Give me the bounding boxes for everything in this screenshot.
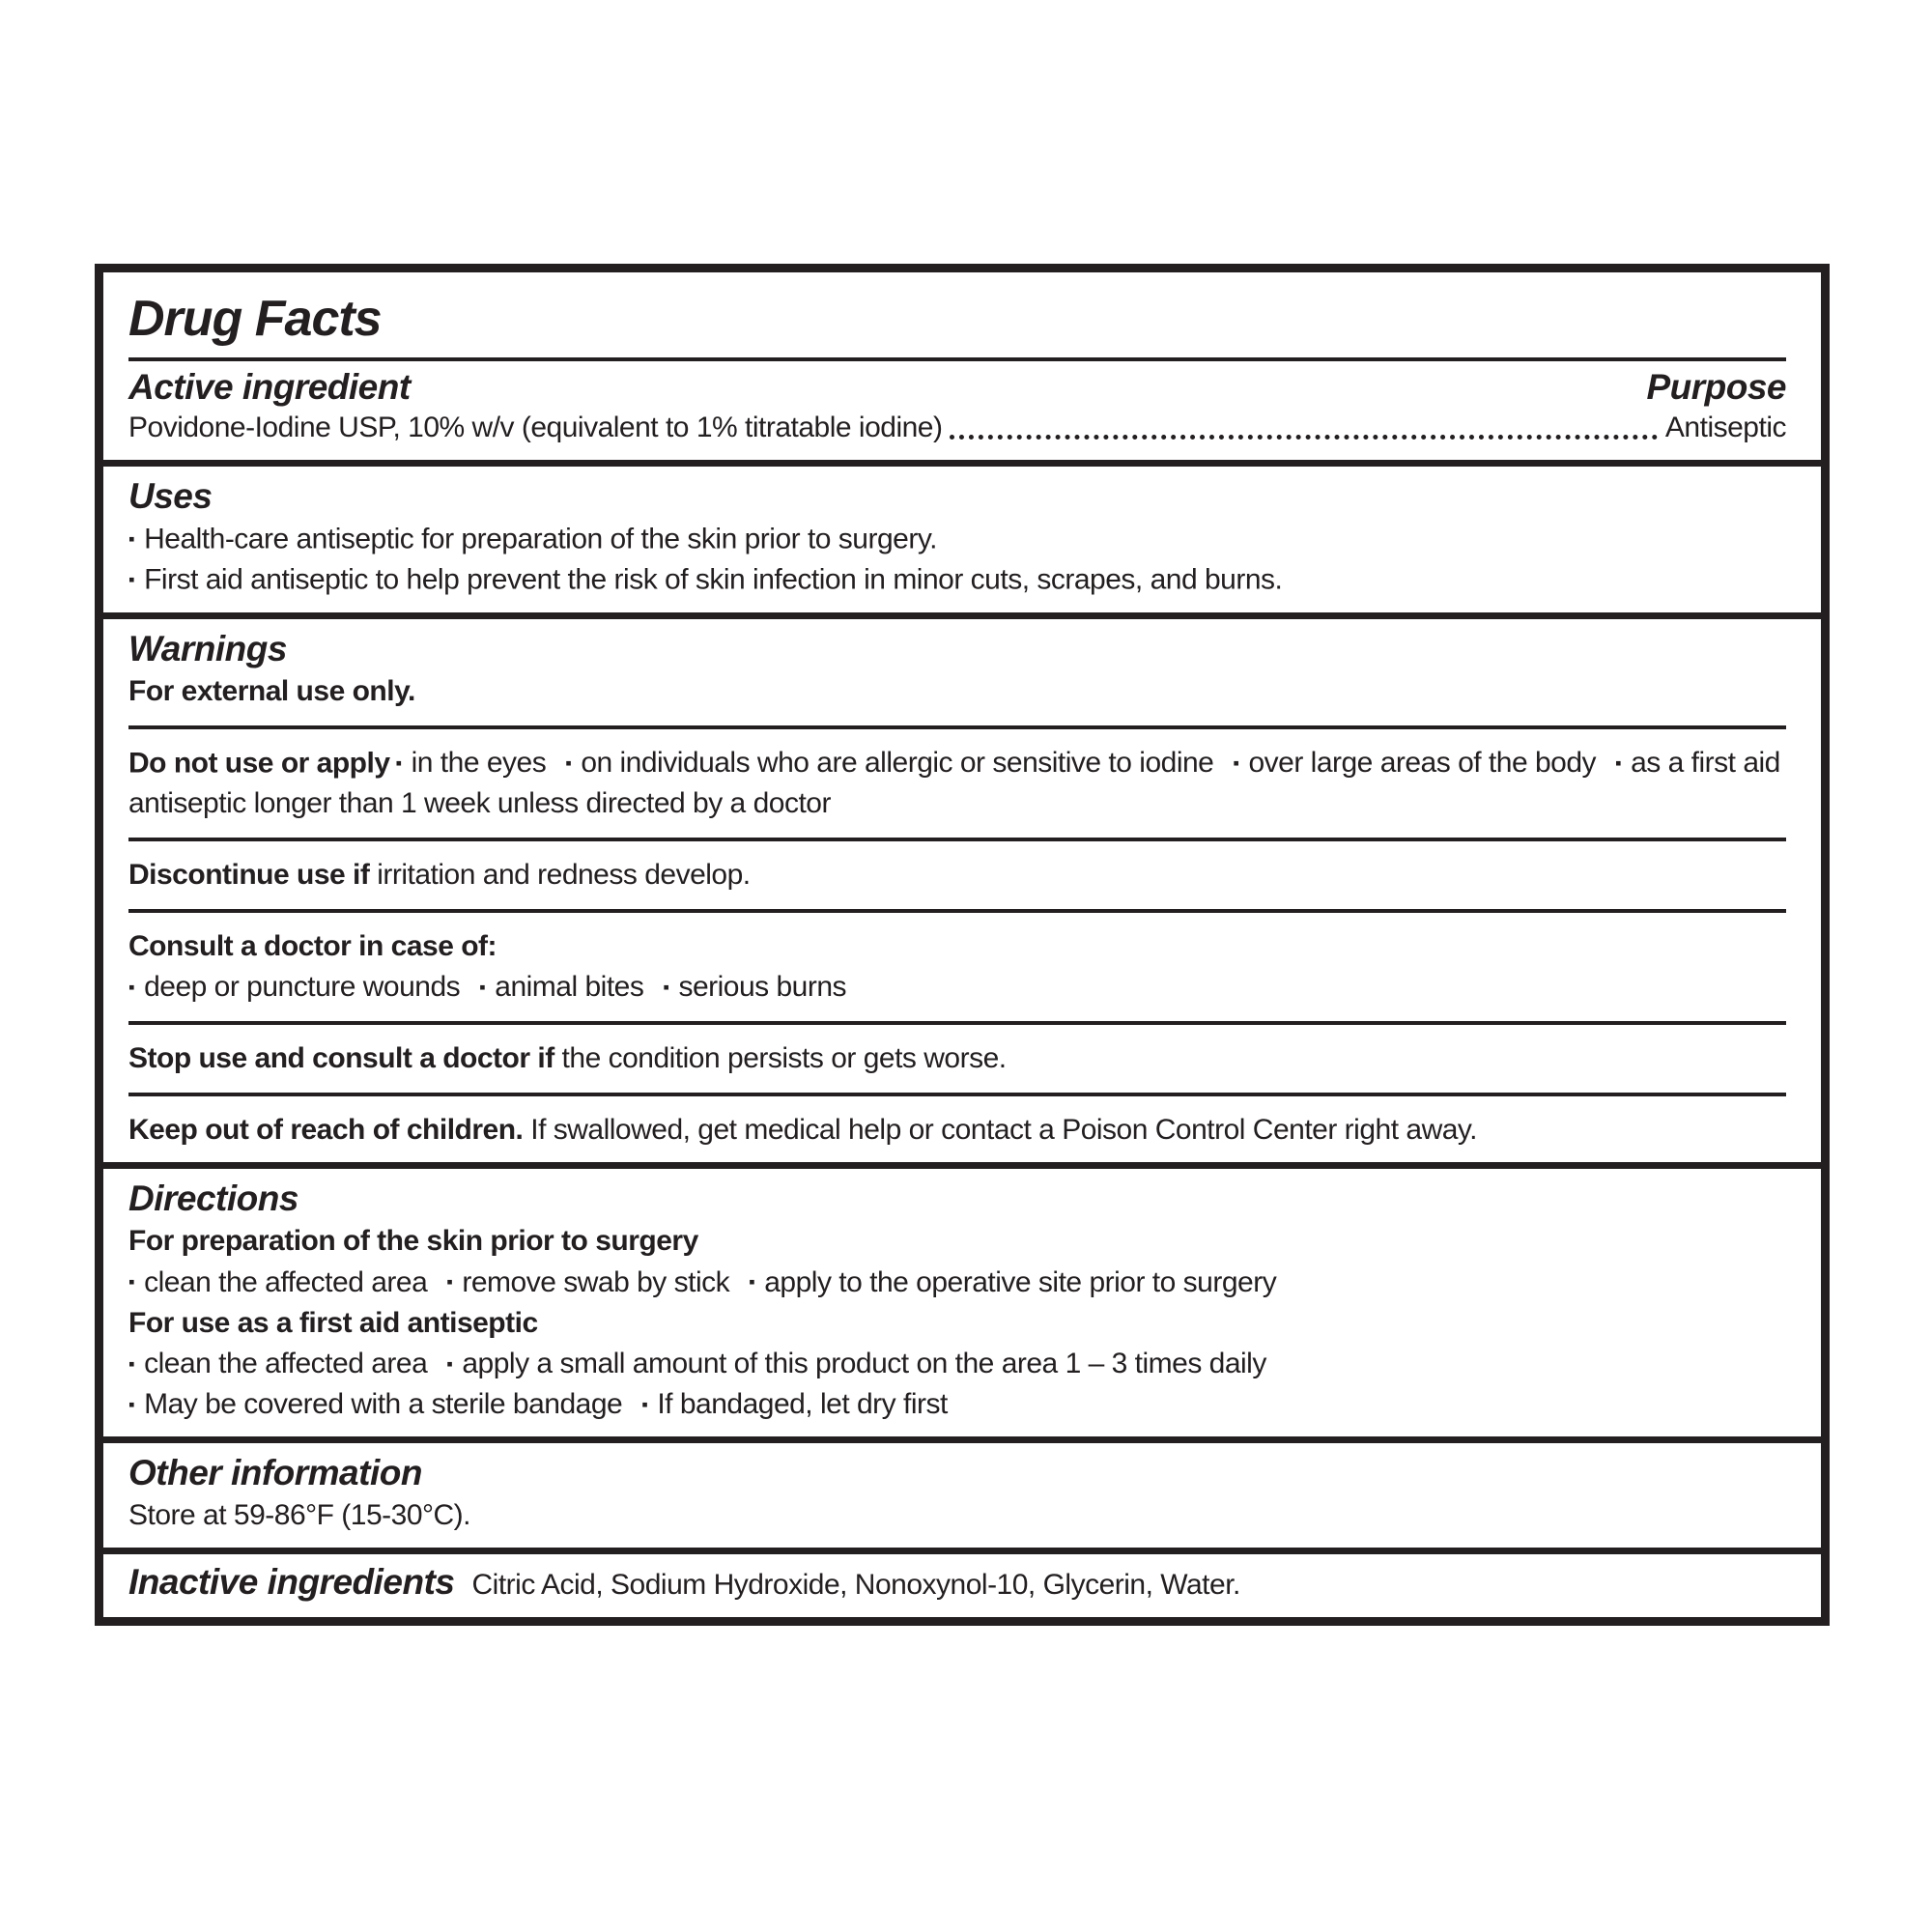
list-item [396, 747, 547, 779]
active-ingredient-name: Povidone-Iodine USP, 10% w/v (equivalent to 1% titratable iodine) [128, 412, 943, 443]
discontinue-lead: Discontinue use if [128, 859, 370, 892]
list-item-text: remove swab by stick [462, 1265, 730, 1298]
directions-first-aid-list [128, 1344, 1786, 1384]
section-uses [103, 467, 1821, 612]
keep-out-lead: Keep out of reach of children. [128, 1114, 524, 1147]
bullet-icon: ▪ [128, 1394, 135, 1415]
purpose-value: Antiseptic [1664, 412, 1786, 443]
bullet-icon: ▪ [641, 1394, 648, 1415]
consult-doctor-list [128, 967, 1786, 1008]
list-item-text: First aid antiseptic to help prevent the risk of skin infection in minor cuts, scrapes, and burns. [144, 563, 1283, 596]
stop-use-lead: Stop use and consult a doctor if [128, 1042, 554, 1075]
bullet-icon: ▪ [565, 752, 572, 773]
section-separator [103, 460, 1821, 467]
bullet-icon: ▪ [395, 752, 402, 773]
section-other-information [103, 1443, 1821, 1548]
warnings-heading: Warnings [128, 628, 287, 668]
list-item [128, 971, 460, 1003]
list-item-text: in the eyes [411, 747, 547, 780]
rule [128, 725, 1786, 729]
keep-out-text: If swallowed, get medical help or contact a Poison Control Center right away. [530, 1114, 1478, 1147]
list-item-text: as a first aid antiseptic longer than 1 week unless directed by a doctor [128, 747, 1780, 820]
do-not-use-statement [128, 743, 1786, 824]
bullet-icon: ▪ [128, 528, 135, 549]
list-item [1233, 747, 1596, 779]
list-item-text: over large areas of the body [1248, 747, 1597, 780]
list-item-text: serious burns [678, 971, 847, 1004]
purpose-heading: Purpose [1646, 367, 1786, 407]
rule [128, 1021, 1786, 1025]
do-not-use-lead: Do not use or apply [128, 747, 390, 780]
bullet-icon: ▪ [128, 1352, 135, 1374]
list-item [128, 1266, 427, 1298]
list-item-text: clean the affected area [144, 1265, 428, 1298]
list-item [128, 1348, 427, 1379]
stop-use-statement [128, 1038, 1786, 1079]
bullet-icon: ▪ [128, 977, 135, 998]
list-item-text: on individuals who are allergic or sensitive to iodine [581, 747, 1214, 780]
inactive-ingredients-text: Citric Acid, Sodium Hydroxide, Nonoxynol-10, Glycerin, Water. [471, 1569, 1240, 1602]
external-use-statement: For external use only. [128, 674, 415, 707]
other-information-heading: Other information [128, 1453, 422, 1493]
storage-statement: Store at 59-86°F (15-30°C). [128, 1499, 470, 1532]
title-rule [128, 357, 1786, 361]
section-separator [103, 1436, 1821, 1443]
directions-subheading-first-aid: For use as a first aid antiseptic [128, 1306, 538, 1339]
bullet-icon: ▪ [446, 1271, 453, 1293]
bullet-icon: ▪ [128, 1271, 135, 1293]
list-item [128, 519, 1786, 559]
bullet-icon: ▪ [479, 977, 486, 998]
list-item-text: clean the affected area [144, 1348, 428, 1380]
inactive-ingredients-heading: Inactive ingredients [128, 1562, 455, 1603]
bullet-icon: ▪ [1233, 752, 1239, 773]
drug-facts-label [95, 264, 1830, 1626]
list-item [663, 971, 846, 1003]
list-item-text: Health-care antiseptic for preparation of the skin prior to surgery. [144, 523, 937, 555]
list-item [565, 747, 1213, 779]
directions-heading: Directions [128, 1179, 298, 1219]
bullet-icon: ▪ [446, 1352, 453, 1374]
rule [128, 838, 1786, 841]
list-item-text: animal bites [495, 971, 644, 1004]
directions-subheading-surgery: For preparation of the skin prior to surgery [128, 1225, 698, 1258]
discontinue-statement [128, 855, 1786, 895]
bullet-icon: ▪ [128, 569, 135, 590]
list-item [128, 559, 1786, 600]
label-title: Drug Facts [128, 291, 382, 347]
section-separator [103, 1162, 1821, 1169]
rule [128, 909, 1786, 913]
section-warnings [103, 619, 1821, 1163]
uses-list [128, 519, 1786, 601]
directions-extra-list [128, 1384, 1786, 1425]
list-item [128, 1388, 622, 1420]
section-separator [103, 1548, 1821, 1554]
discontinue-text: irritation and redness develop. [377, 859, 751, 892]
list-item-text: apply to the operative site prior to surgery [764, 1265, 1277, 1298]
list-item [479, 971, 643, 1003]
dotted-leader [950, 435, 1657, 440]
list-item-text: If bandaged, let dry first [657, 1388, 948, 1421]
list-item [446, 1266, 729, 1298]
bullet-icon: ▪ [663, 977, 669, 998]
bullet-icon: ▪ [749, 1271, 755, 1293]
list-item-text: deep or puncture wounds [144, 971, 461, 1004]
directions-surgery-list [128, 1262, 1786, 1302]
section-active-ingredient [103, 272, 1821, 460]
uses-heading: Uses [128, 476, 213, 516]
consult-doctor-lead: Consult a doctor in case of: [128, 930, 497, 963]
list-item [446, 1348, 1266, 1379]
rule [128, 1093, 1786, 1096]
section-separator [103, 612, 1821, 619]
bullet-icon: ▪ [1615, 752, 1622, 773]
stop-use-text: the condition persists or gets worse. [561, 1042, 1007, 1075]
list-item [749, 1266, 1276, 1298]
active-ingredient-heading: Active ingredient [128, 367, 411, 407]
section-inactive-ingredients [103, 1554, 1821, 1617]
list-item-text: apply a small amount of this product on the area 1 – 3 times daily [462, 1348, 1266, 1380]
section-directions [103, 1169, 1821, 1436]
list-item [641, 1388, 948, 1420]
list-item-text: May be covered with a sterile bandage [144, 1388, 623, 1421]
keep-out-statement [128, 1110, 1786, 1151]
